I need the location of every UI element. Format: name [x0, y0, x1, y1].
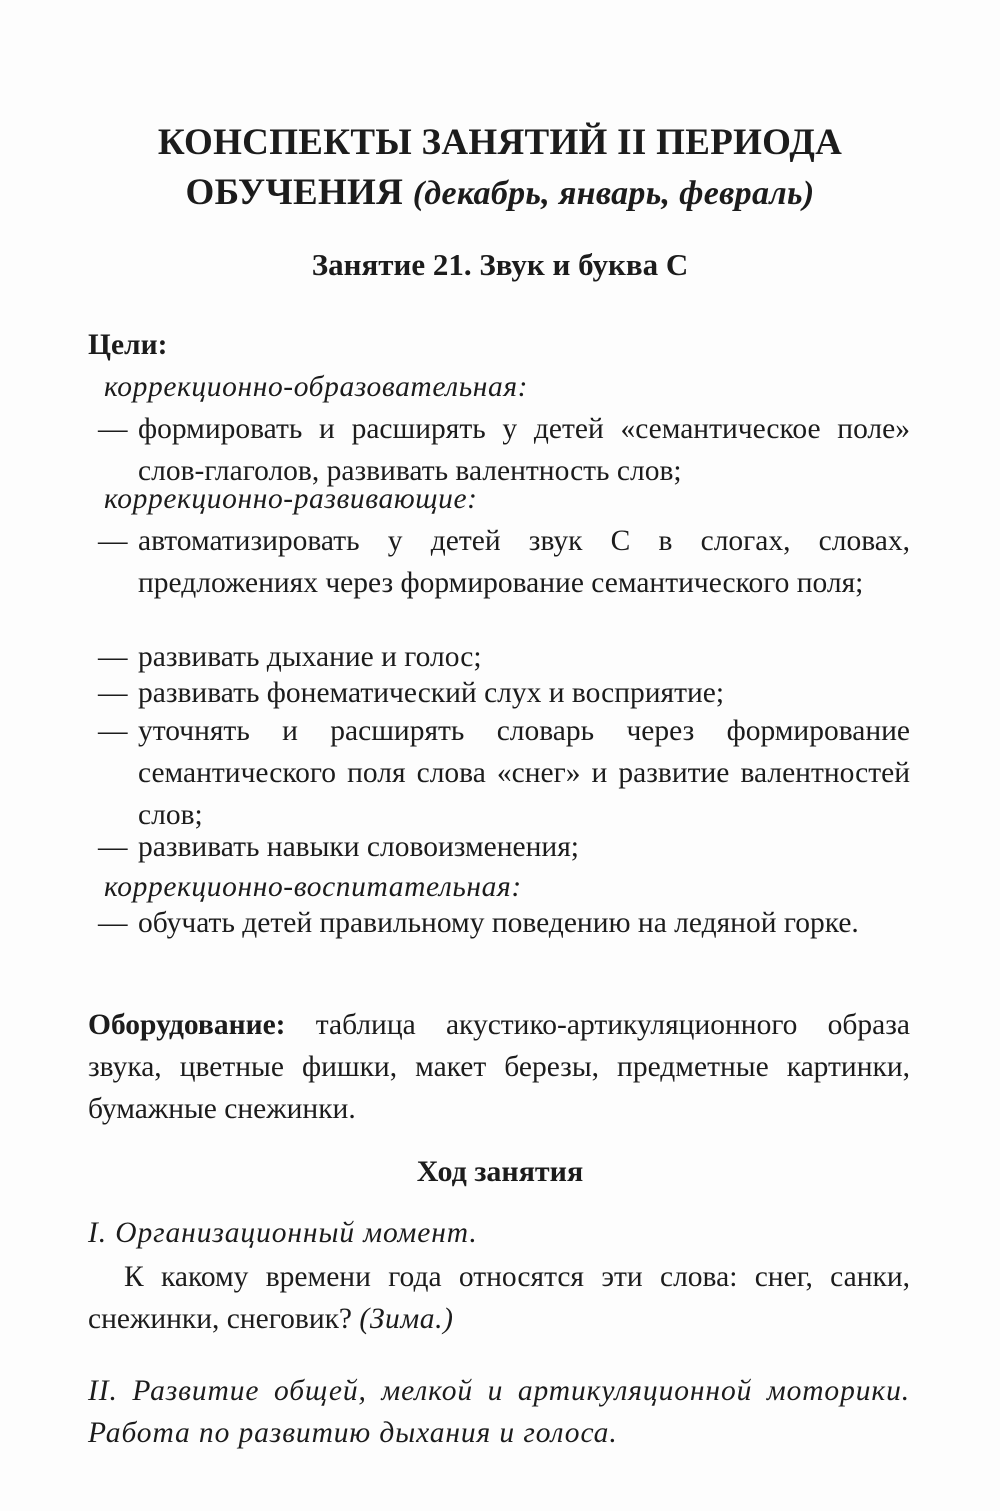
course-title: Ход занятия [416, 1155, 584, 1188]
goal-text: формировать и расширять у детей «семантическое поле» слов-глаголов, развивать валентность слов; [138, 413, 910, 487]
goal-text: автоматизировать у детей звук С в слогах, словах, предложениях через формирование семантического поля; [138, 525, 910, 599]
goal-text: развивать дыхание и голос; [138, 641, 482, 673]
goal-dash: — [98, 525, 128, 557]
equipment-label: Оборудование: [88, 1009, 286, 1041]
goal-dash: — [98, 677, 128, 709]
goal-item [98, 672, 910, 714]
section-paragraph [88, 1256, 910, 1340]
goal-dash: — [98, 831, 128, 863]
goal-category: коррекционно-развивающие: [104, 483, 478, 515]
equipment-paragraph [88, 1004, 910, 1130]
chapter-title-line2-wrap [0, 168, 1000, 219]
chapter-title [0, 118, 1000, 219]
section-paragraph-text: К какому времени года относятся эти слова: снег, санки, снежинки, снеговик? [88, 1261, 910, 1335]
lesson-title: Занятие 21. Звук и буква С [311, 247, 689, 282]
goal-item [98, 710, 910, 836]
goal-text: развивать навыки словоизменения; [138, 831, 579, 863]
goal-dash: — [98, 641, 128, 673]
goal-category: коррекционно-образовательная: [104, 371, 529, 403]
goal-text: уточнять и расширять словарь через формирование семантического поля слова «снег» и развитие валентностей слов; [138, 715, 910, 831]
goal-text: обучать детей правильному поведению на ледяной горке. [138, 907, 859, 939]
goal-dash: — [98, 715, 128, 747]
section-answer: (Зима.) [359, 1303, 454, 1335]
goal-item [98, 520, 910, 604]
goal-dash: — [98, 413, 128, 445]
chapter-title-line1: КОНСПЕКТЫ ЗАНЯТИЙ II ПЕРИОДА [157, 122, 843, 163]
goal-text: развивать фонематический слух и восприятие; [138, 677, 725, 709]
goal-category: коррекционно-воспитательная: [104, 871, 522, 903]
chapter-period: (декабрь, январь, февраль) [412, 175, 815, 212]
goals-label: Цели: [88, 329, 168, 361]
goal-item [98, 826, 910, 868]
equipment-text: таблица акустико-артикуляционного образа звука, цветные фишки, макет березы, предметные картинки, бумажные снежинки. [88, 1009, 910, 1125]
goal-item [98, 902, 910, 944]
goal-dash: — [98, 907, 128, 939]
chapter-title-line2: ОБУЧЕНИЯ [185, 172, 404, 213]
section-heading: I. Организационный момент. [88, 1217, 478, 1249]
section-heading: II. Развитие общей, мелкой и артикуляционной моторики. Работа по развитию дыхания и голоса. [88, 1375, 910, 1449]
